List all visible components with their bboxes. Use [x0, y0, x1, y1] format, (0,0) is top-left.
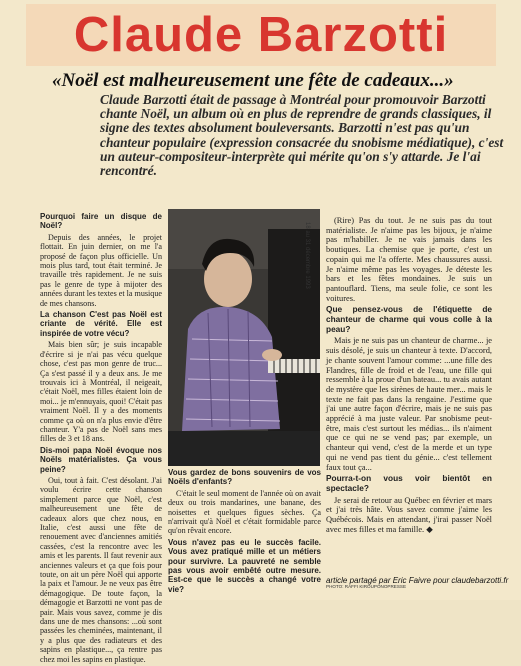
interview-question: Pourra-t-on vous voir bientôt en spectacle? [326, 473, 492, 493]
article-headline: «Noël est malheureusement une fête de cadeaux...» [52, 70, 454, 91]
photo-side-caption: 18 au 31 décembre 1993 [304, 222, 310, 289]
interview-question: Que pensez-vous de l'étiquette de chanteur de charme qui vous colle à la peau? [326, 304, 492, 334]
share-note: article partagé par Eric Faivre pour claudebarzotti.fr [326, 576, 509, 585]
interview-answer: (Rire) Pas du tout. Je ne suis pas du tout matérialiste. Je n'aime pas les bijoux, je n'aime pas m'habiller. Je ne vais jamais dans les boutiques. La chemise que je porte, c'est un copain qui me l'a offerte. Mes chaussures aussi. Je n'aime même pas les voyages. Je déteste les bars et les fêtes mondaines. Je suis un pantouflard. Tiens, ma seule folie, ce sont les voitures. [326, 216, 492, 303]
interview-question: Vous n'avez pas eu le succès facile. Vous avez pratiqué mille et un métiers pour survivre. La pauvreté ne semble pas vous avoir embêté outre mesure. Est-ce que le succès a changé votre vie? [168, 537, 321, 594]
interview-answer: C'était le seul moment de l'année où on avait deux ou trois mandarines, une banane, des noisettes et quelques figues sèches. Ça n'arrivait qu'à Noël et c'était formidable parce qu'on rêvait encore. [168, 488, 321, 536]
interview-answer: Depuis des années, le projet flottait. En juin dernier, on me l'a proposé de façon plus officielle. Un mois plus tard, tout était terminé. Je travaille très rapidement. Je ne suis pas le genre de type à mijoter des années durant les textes et la musique de mes chansons. [40, 232, 162, 308]
interview-answer: Oui, tout à fait. C'est désolant. J'ai voulu écrire cette chanson simplement parce que Noël, c'est malheureusement une fête de cadeaux alors que chez nous, en Italie, c'est aussi une fête de renouement avec d'anciennes amitiés cassées, c'est la rencontre avec les amis et les parents. Il faut revenir aux anciennes valeurs et ça que fois pour toute, on ait un père Noël qui apporte la paix et l'amour. Je ne veux pas être démagogique. De toute façon, la démagogie et Barzotti ne vont pas de pair. Mais vous savez, comme je dis dans une de mes chansons: ...où sont passées les cheminées, maintenant, il y a plus que des radiateurs et des sapins en plastique..., ça rentre pas chez moi les sapins en plastique. [40, 475, 162, 664]
interview-question: Dis-moi papa Noël évoque nos Noëls matérialistes. Ça vous peine? [40, 445, 162, 474]
interview-answer: Je serai de retour au Québec en février et mars et j'ai très hâte. Vous savez comme j'aime les Québécois. Mais en attendant, j'irai passer Noël avec mes filles et ma famille. ◆ [326, 495, 492, 534]
interview-question: Vous gardez de bons souvenirs de vos Noëls d'enfants? [168, 468, 321, 487]
pianist-photo-illustration [168, 209, 320, 466]
portrait-photo [168, 209, 320, 466]
photo-credit: PHOTO: RAFFI KIROUPONOPRESSE [326, 584, 407, 589]
interview-question: La chanson C'est pas Noël est criante de vérité. Elle est inspirée de votre vécu? [40, 310, 162, 338]
article-title: Claude Barzotti [73, 8, 449, 62]
middle-column [168, 468, 321, 596]
interview-answer: Mais je ne suis pas un chanteur de charme... je suis désolé, je suis un chanteur à texte. D'accord, je chante souvent l'amour comme: ...une fille des Flandres, fille de froid et de l'eau, une fille qui ressemble à la proue d'un bateau... tu avais autant de mystère que les sirènes de haute mer... mais le texte ne fait pas dans la rengaine. J'estime que j'ai une autre façon d'écrire, mais je ne suis pas apprécié à ma juste valeur. Par snobisme peut-être, mais c'est surtout les médias... ils n'aiment que ce qui ne se vend pas; par exemple, un chanteur qui vend, c'est de la merde et un type qui ne vend pas tient du génie... c'est tellement faux tout ça... [326, 336, 492, 472]
right-column [326, 216, 492, 537]
left-column [40, 212, 162, 666]
interview-question: Pourquoi faire un disque de Noël? [40, 212, 162, 231]
interview-answer: Mais bien sûr; je suis incapable d'écrire si je n'ai pas vécu quelque chose, c'est pas mon genre de truc... Ça s'est passé il y a deux ans. Je me trouvais ici à Montréal, il neigeait, c'était Noël, mes filles étaient loin de moi... je m'ennuyais, quoi! C'était pas vraiment Noël. Il y a des moments comme ça où on n'a plus envie d'être chanteur. Y'a pas de Noël sans mes filles de 3 et 18 ans. [40, 340, 162, 444]
article-intro: Claude Barzotti était de passage à Montréal pour promouvoir Barzotti chante Noël, un album où en plus de reprendre de grands classiques, il signe des textes absolument bouleversants. Barzotti n'est pas qu'un chanteur populaire (expression consacrée du snobisme médiatique), c'est un auteur-compositeur-interprète qui mérite qu'on s'y attarde. Je l'ai rencontré. [100, 92, 504, 179]
